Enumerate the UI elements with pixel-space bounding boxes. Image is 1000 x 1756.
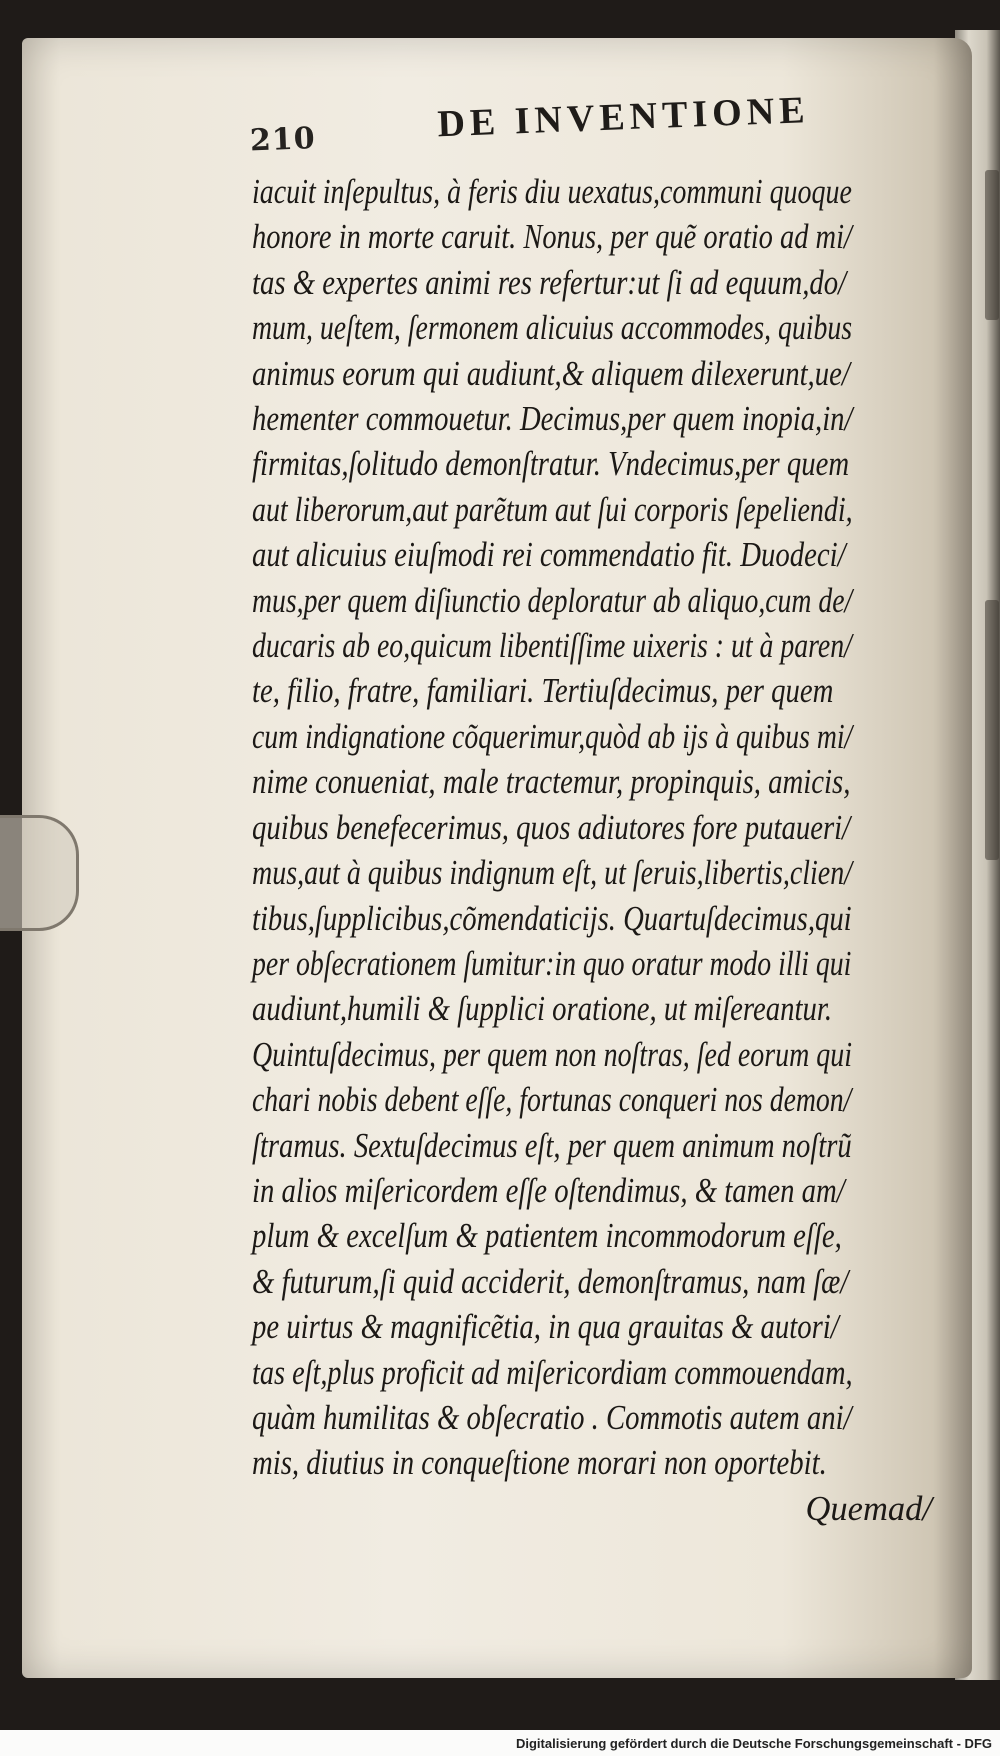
text-line: ducaris ab eo,quicum libentiſſime uixeris : ut à paren/ — [252, 627, 852, 666]
text-line: mis, diutius in conqueſtione morari non oportebit. — [252, 1444, 827, 1483]
facing-page-glimpse — [985, 170, 999, 320]
text-line: honore in morte caruit. Nonus, per quẽ oratio ad mi/ — [252, 218, 852, 257]
text-line: ſtramus. Sextuſdecimus eſt, per quem animum noſtrũ — [252, 1126, 852, 1165]
text-line: animus eorum qui audiunt,& aliquem dilexerunt,ue/ — [252, 354, 850, 393]
page-clip — [0, 815, 79, 931]
text-line: tas & expertes animi res refertur:ut ſi ad equum,do/ — [252, 263, 847, 302]
text-line: pe uirtus & magnificẽtia, in qua grauitas & autori/ — [252, 1308, 839, 1347]
text-line: quibus benefecerimus, quos adiutores fore putaueri/ — [252, 808, 851, 847]
text-line: cum indignatione cõquerimur,quòd ab ijs à quibus mi/ — [252, 717, 853, 756]
running-head: DE INVENTIONE — [436, 89, 811, 146]
text-line: Quemad/ — [805, 1489, 932, 1528]
text-line: quàm humilitas & obſecratio . Commotis autem ani/ — [252, 1398, 852, 1437]
digitization-credit: Digitalisierung gefördert durch die Deutsche Forschungsgemeinschaft - DFG — [515, 1736, 992, 1751]
text-line: audiunt,humili & ſupplici oratione, ut miſereantur. — [252, 990, 833, 1029]
text-line: aut liberorum,aut parẽtum aut ſui corporis ſepeliendi, — [252, 490, 853, 529]
text-line: aut alicuius eiuſmodi rei commendatio fit. Duodeci/ — [252, 536, 846, 575]
text-line: in alios miſericordem eſſe oſtendimus, & tamen am/ — [252, 1171, 845, 1210]
text-line: plum & excelſum & patientem incommodorum eſſe, — [252, 1217, 842, 1256]
page-number: 210 — [249, 121, 317, 159]
text-line: & futurum,ſi quid acciderit, demonſtramus, nam ſæ/ — [252, 1262, 849, 1301]
text-line: tibus,ſupplicibus,cõmendaticijs. Quartuſdecimus,qui — [252, 899, 852, 938]
text-line: iacuit inſepultus, à feris diu uexatus,communi quoque — [252, 173, 852, 211]
text-line: tas eſt,plus proficit ad miſericordiam commouendam, — [252, 1353, 853, 1392]
text-line: Quintuſdecimus, per quem non noſtras, ſed eorum qui — [252, 1035, 852, 1074]
text-line: per obſecrationem ſumitur:in quo oratur modo illi qui — [252, 944, 852, 983]
text-line: chari nobis debent eſſe, fortunas conqueri nos demon/ — [252, 1081, 852, 1120]
text-line: mus,per quem diſiunctio deploratur ab aliquo,cum de/ — [252, 581, 853, 620]
text-line: firmitas,ſolitudo demonſtratur. Vndecimus,per quem — [252, 445, 850, 484]
facing-page-glimpse — [985, 600, 999, 860]
body-text — [252, 170, 972, 1532]
text-line: mus,aut à quibus indignum eſt, ut ſeruis,libertis,clien/ — [252, 854, 853, 893]
footer-bar — [0, 1730, 1000, 1756]
text-line: te, filio, fratre, familiari. Tertiuſdecimus, per quem — [252, 672, 834, 711]
text-line: hementer commouetur. Decimus,per quem inopia,in/ — [252, 400, 853, 439]
text-line: mum, ueſtem, ſermonem alicuius accommodes, quibus — [252, 309, 853, 348]
text-line: nime conueniat, male tractemur, propinquis, amicis, — [252, 763, 851, 802]
